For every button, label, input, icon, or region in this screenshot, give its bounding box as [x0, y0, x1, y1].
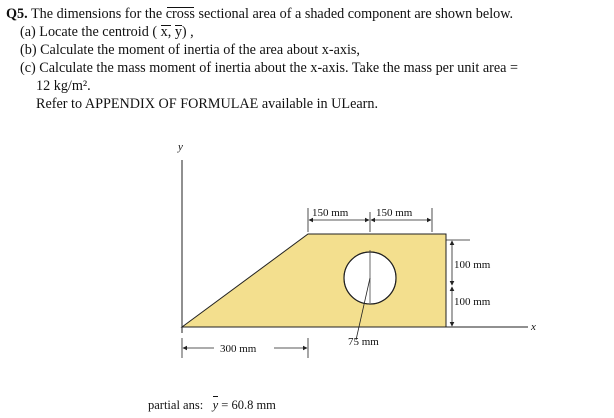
dim-right-upper-label: 100 mm: [454, 259, 491, 271]
question-number: Q5.: [6, 6, 28, 22]
question-intro-before: The dimensions for the: [30, 6, 166, 22]
part-a-suffix: ) ,: [181, 24, 194, 40]
question-refer: Refer to APPENDIX OF FORMULAE available in ULearn.: [36, 96, 379, 112]
partial-answer-label: partial ans:: [148, 398, 204, 412]
dim-top-left-label: 150 mm: [312, 207, 349, 219]
question-part-c-cont: 12 kg/m².: [36, 78, 91, 94]
partial-answer-var: y: [212, 398, 219, 412]
dim-right-lower-label: 100 mm: [454, 296, 491, 308]
shaded-component: [182, 234, 446, 327]
axis-x-label: x: [531, 321, 536, 333]
partial-answer: [148, 398, 276, 413]
centroid-y-symbol: y: [174, 24, 182, 40]
dim-top-right-label: 150 mm: [376, 207, 413, 219]
question-intro-after: sectional area of a shaded component are shown below.: [194, 6, 514, 22]
question-part-c: (c) Calculate the mass moment of inertia about the x-axis. Take the mass per unit area =: [20, 60, 519, 76]
question-intro-cross: cross: [165, 6, 195, 22]
dim-radius-label: 75 mm: [348, 336, 379, 348]
partial-answer-value: = 60.8 mm: [218, 398, 276, 412]
centroid-x-symbol: x,: [160, 24, 172, 40]
part-a-prefix: (a) Locate the centroid (: [20, 24, 158, 40]
question-part-b: (b) Calculate the moment of inertia of the area about x-axis,: [20, 42, 360, 58]
dim-bottom-label: 300 mm: [220, 343, 257, 355]
axis-y-label: y: [178, 141, 183, 153]
